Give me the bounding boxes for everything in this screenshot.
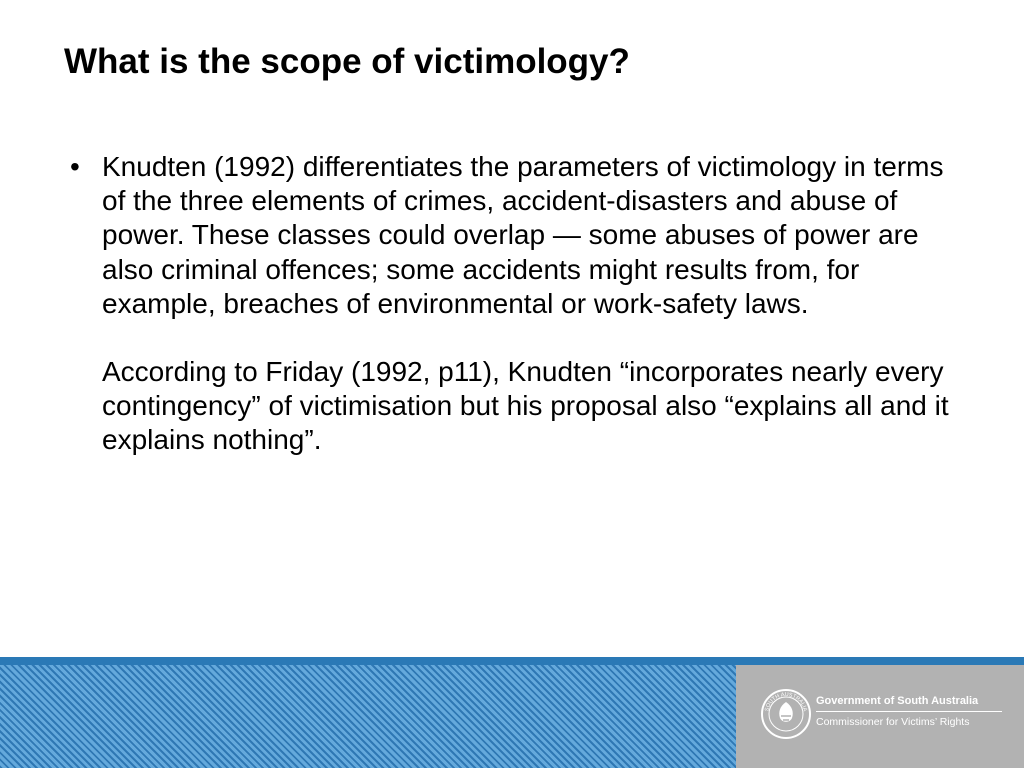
- government-wordmark: [816, 694, 1016, 729]
- slide-content: [70, 150, 960, 458]
- footer-band: [0, 657, 1024, 768]
- government-name: Government of South Australia: [816, 695, 979, 707]
- bullet-marker: •: [70, 151, 80, 182]
- bullet-item: [70, 150, 960, 458]
- government-logo-panel: [736, 665, 1024, 768]
- footer-hatched-pattern: [0, 665, 736, 768]
- crest-caption: SOUTH AUSTRALIA: [764, 691, 808, 713]
- paragraph-friday-quote: According to Friday (1992, p11), Knudten “incorporates nearly every contingency” of victimisation but his proposal also “explains all and it explains nothing”.: [102, 356, 949, 456]
- wordmark-divider: [816, 711, 1002, 712]
- footer-top-stripe: [0, 657, 1024, 665]
- slide-title: What is the scope of victimology?: [64, 42, 630, 81]
- state-crest-icon: [760, 688, 812, 740]
- agency-name: Commissioner for Victims’ Rights: [816, 716, 970, 728]
- paragraph-knudten-parameters: Knudten (1992) differentiates the parameters of victimology in terms of the three elements of crimes, accident-disasters and abuse of power. These classes could overlap — some abuses of power are also criminal offences; some accidents might results from, for example, breaches of environmental or work-safety laws.: [102, 151, 944, 319]
- bullet-body: [102, 150, 960, 458]
